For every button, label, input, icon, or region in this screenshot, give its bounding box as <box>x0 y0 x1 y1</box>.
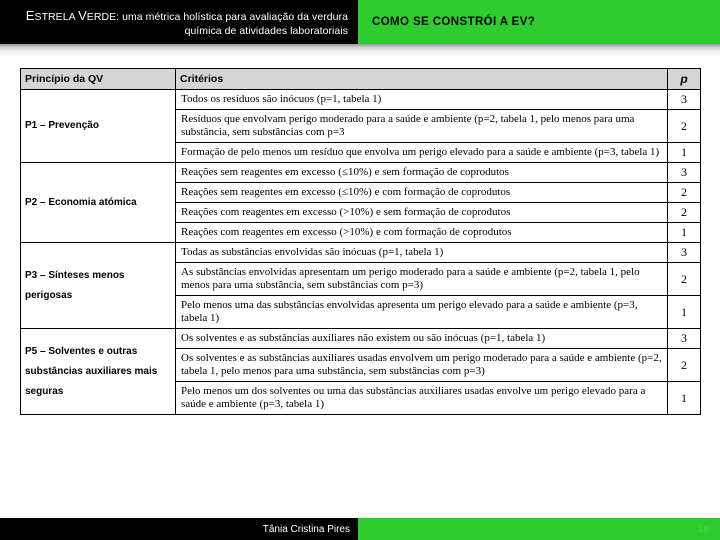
p-value-cell: 1 <box>668 223 701 243</box>
table-body <box>21 90 701 415</box>
footer-slide-number: 18 <box>697 523 709 535</box>
p-value-cell: 3 <box>668 243 701 263</box>
principle-cell: P1 – Prevenção <box>21 90 176 163</box>
slide-header-bar <box>0 0 720 44</box>
criterion-cell: Todas as substâncias envolvidas são inócuas (p=1, tabela 1) <box>176 243 668 263</box>
criterion-cell: Os solventes e as substâncias auxiliares usadas envolvem um perigo moderado para a saúde e ambiente (p=2, tabela 1, pelo menos para uma substância, sem substâncias com p=3) <box>176 349 668 382</box>
slide-title-estrela: STRELA <box>34 11 79 23</box>
p-value-cell: 2 <box>668 349 701 382</box>
criterion-cell: Pelo menos um dos solventes ou uma das substâncias auxiliares usadas envolve um perigo elevado para a saúde e ambiente (p=3, tabela 1) <box>176 382 668 415</box>
footer-author-block <box>0 518 358 540</box>
slide-title-initial-v: V <box>78 8 87 23</box>
slide-subtitle-block <box>358 0 720 44</box>
table-row <box>21 329 701 349</box>
slide-footer-bar <box>0 518 720 540</box>
table-row <box>21 90 701 110</box>
criterion-cell: Todos os resíduos são inócuos (p=1, tabela 1) <box>176 90 668 110</box>
column-header-p: p <box>668 69 701 90</box>
p-value-cell: 2 <box>668 183 701 203</box>
slide-title <box>22 9 348 38</box>
criterion-cell: Reações sem reagentes em excesso (≤10%) e com formação de coprodutos <box>176 183 668 203</box>
criterion-cell: Pelo menos uma das substâncias envolvidas apresenta um perigo elevado para a saúde e ambiente (p=3, tabela 1) <box>176 296 668 329</box>
p-value-cell: 3 <box>668 329 701 349</box>
slide-title-block <box>0 0 358 44</box>
p-value-cell: 1 <box>668 296 701 329</box>
p-value-cell: 3 <box>668 163 701 183</box>
p-value-cell: 1 <box>668 382 701 415</box>
table-row <box>21 163 701 183</box>
criterion-cell: Reações com reagentes em excesso (>10%) e com formação de coprodutos <box>176 223 668 243</box>
criterion-cell: As substâncias envolvidas apresentam um perigo moderado para a saúde e ambiente (p=2, tabela 1, pelo menos para uma substância, sem substâncias com p=3) <box>176 263 668 296</box>
table-header-row <box>21 69 701 90</box>
p-value-cell: 2 <box>668 263 701 296</box>
criterion-cell: Reações com reagentes em excesso (>10%) e sem formação de coprodutos <box>176 203 668 223</box>
footer-author-name: Tânia Cristina Pires <box>262 523 350 535</box>
column-header-principle: Princípio da QV <box>21 69 176 90</box>
p-value-cell: 3 <box>668 90 701 110</box>
criterion-cell: Os solventes e as substâncias auxiliares não existem ou são inócuas (p=1, tabela 1) <box>176 329 668 349</box>
criterion-cell: Formação de pelo menos um resíduo que envolva um perigo elevado para a saúde e ambiente (p=3, tabela 1) <box>176 143 668 163</box>
slide-title-verde: ERDE: <box>86 11 123 23</box>
column-header-criteria: Critérios <box>176 69 668 90</box>
slide-title-initial-e: E <box>25 8 35 23</box>
criteria-table <box>20 68 701 415</box>
criterion-cell: Resíduos que envolvam perigo moderado para a saúde e ambiente (p=2, tabela 1, pelo menos para uma substância, sem substâncias com p=3 <box>176 110 668 143</box>
principle-cell: P2 – Economia atómica <box>21 163 176 243</box>
p-value-cell: 2 <box>668 110 701 143</box>
principle-cell: P3 – Sínteses menos perigosas <box>21 243 176 329</box>
slide-title-remainder: uma métrica holística para avaliação da verdura química de atividades laboratoriais <box>122 11 348 37</box>
p-value-cell: 1 <box>668 143 701 163</box>
table-header <box>21 69 701 90</box>
table-row <box>21 243 701 263</box>
footer-slide-number-block <box>358 518 720 540</box>
principle-cell: P5 – Solventes e outras substâncias auxiliares mais seguras <box>21 329 176 415</box>
criterion-cell: Reações sem reagentes em excesso (≤10%) e sem formação de coprodutos <box>176 163 668 183</box>
p-value-cell: 2 <box>668 203 701 223</box>
slide-subtitle: COMO SE CONSTRÓI A EV? <box>372 16 536 28</box>
header-drop-shadow <box>0 44 720 57</box>
